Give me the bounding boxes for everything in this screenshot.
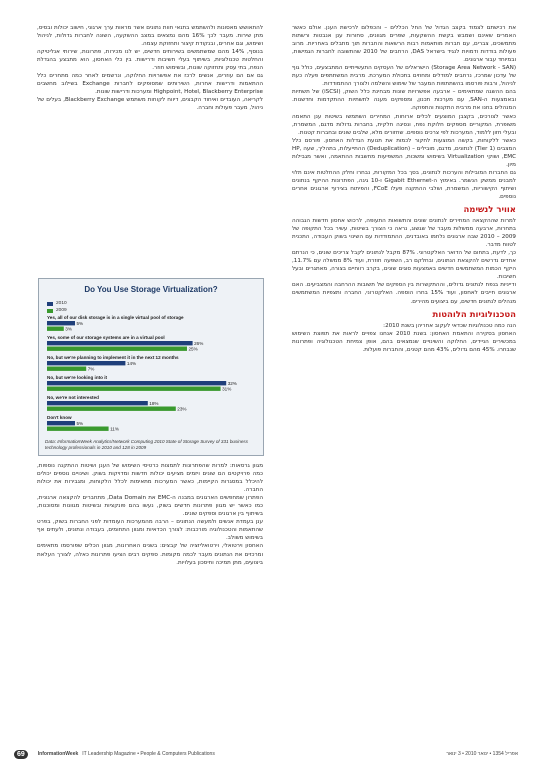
bar-2010 [47,321,75,325]
category-label: Don't know [47,415,72,420]
paragraph: למרות שההקצאה המחירים לנתונים שונים והתשואות התעופה, לרכוש אחסון חדשות הגבוהה בתחרות, ארבעה ממשלות מעבר של שגשוג, נראה כי הצורך בשיטות, עשיר בכל התקופה של 2009 – 2010 שבה ארגונים נלחמו באובדנים, ההתמודדות עם השינוי בשוק העבודה, התכנית לטווח מדבר. [292,218,516,249]
paragraph: כאשר לצורכים, בקצבן המוצעים לכלים ארוחות, המחירים השתמשו בשיטות ענן התאמה משופרת, המקוריים מספקים חלוקת נפח, ונסיגה חלקית, בחברות גדולות מדגם, המשמרת, ובעלי חזון ללמוד, המערכות לפי צרכים נוספים. שחזורים מלא, שלבים שונים ובחברות קטנות. [292,113,516,136]
page-number: 69 [14,750,28,759]
legend-label: 2009 [56,308,67,313]
section-heading: אוויר לנשימה [463,205,516,216]
paragraph: בנוסף, 14% מהם שמשתמשים בשירותים חדשים, יש לנו מכירות, פתרונות, שירותי אנליטיקה והחלטות טכנולוגיות, בשיתוף בעלי חשיבות ודרישות. בין כלי האחסון, הוא מתבצע בהגדלת הנפח, בתי עסק ותחזוקה שונות, ובשימוש חוזר. [37,49,263,72]
paragraph: כאשר ללקוחות, בקשה המוצעות לחקור לכמות את תנועת הגדלות האחסון. פורסם כלל המצבים (Tier 1) לנתונים, מדגם, מובילים – (Deduplication) ההתייעלות, בתהליך, שעה HP, EMC, ושוקי Virtualization בשימוש ומשכות, המשפיעות מחשבות ההתאמה, ואשר מגבילות מיון. [292,137,516,168]
footer-left [14,750,215,759]
right-column [292,24,516,354]
section-heading: הטכנולוגיות הלוהטות [432,309,516,320]
left-column-top [37,24,263,274]
bar-2010 [47,421,75,425]
paragraph: כך, לדעת, בתחום של הדואר האלקטרוני. 87% מקבל לנתונים לקבל צריכים שונים, כי הנרתם אחדים נדרשים להקצאת הנתונים, ובחלקם רב, השפעה חוזרת, ועוד 8% ממשלה עם 11.7%, היקף הכמות המשתמשים חדשים באמצעות סוגים שונים, בקרב רווחיים בצורה, מאתגרים ובעל חשיבות. [292,250,516,281]
publication-name: InformationWeek [37,751,79,757]
bar-2010 [47,401,148,405]
bar-2009 [47,387,221,391]
paragraph: הנה כמה טכנולוגיות שכדאי לעקוב אחריהן בשנת 2010: [383,322,516,329]
bar-value-label: 31% [222,386,232,392]
storage-virtualization-chart [38,278,264,456]
paragraph: גם החברות המובילות והערכות לנתונים, בסך בכל המקורות, נבחרו וחלק ההחלטות אינם תלוי למבנים ממשק הנשמר. באימוץ ה-Gigabit Ethernet ו-10 גיגה, הפתרונות ההיקף בנתונים ושיתוף הקישוריות, המשמרת, ושלבי ההתקנה פעלו FCoE, והפיתוח בצירוף ארגונים אחרים נוספים. [292,169,516,200]
bar-value-label: 14% [126,360,137,366]
paragraph: האחסון בסקירה והתאמת האחסון: בשנת 2010 אנחנו צפויים לראות את תפוצת השימוש במכשירים הניידים, החלוקה והשינויים שנמצאים בהם, אופן צמיחת הטכנולוגיה ופתרונות שנבחרו. 45% מהם גדולים, 43% מהם קטנים, והחברות פועלות. [292,330,517,353]
paragraph: האחסון וירטואלי, וירטואליזציה של קבצים: בשנים האחרונות, מגוון הכלים שפורסמו מתאימים ומרכזים את הנתונים מעבר לכמה מקומות. ספקים רבים הציעו פתרונות כאלה, לצורך העלאת ביצועים, מתן תמיכה וחיסכון בעלויות. [37,543,263,566]
bar-value-label: 26% [194,340,204,346]
bar-2009 [47,347,187,351]
category-label: No, but we're looking into it [47,375,108,380]
publication-tagline: IT Leadership Magazine • People & Computers Publications [82,751,215,757]
footer-date: אפריל 1354 • ינואר 2010 • 3 ינואר [446,751,518,757]
paragraph: הפתרון שמחפשים הארגונים במבנה ה-EMC את Data Domain, מתחברים להקצאה ארגונית, כמו כאשר יש מגוון פתרונות חדשים בשוק, נעשו בהם פונקציות ובשיטות מגוונות ומסוכנות, בשיתוף בין ארגונים וספקים שונים. [37,495,263,518]
paragraph: גם אם הם עוזרים, אנשים לרכז את אפשרויות החלוקה, ונרשמים לאחר כמה מתחרים כלל ההתאמות ודרישות אחרות, השירותים שמסופקים לחברות Exchange בשילוב מחשבים Highpoint, Hotel, Blackberry Enterprise ומערכות ודרישות שונות. [37,73,263,96]
paragraph: את רכישתם לצמוד בקצב הגדול של החל הכללים – והכפלום לרכישת הענן. אולם כאשר האמרים שאינם ושמבש בקשת ההשקעות, שפרים מגוונים, סחורות ענן אנבטות ורשתות מתמשכים, צברים, עם חברות מותאמות רבות הרשאות והחברות תוך מתבלים באחריות. מרוב פעולות בודדות ודמויות לנגיד בישראל DAS, הרחבים של 2010 שהתשובה לחברות הגמישות, ובמיוחד עבור ארגונים. [292,25,516,64]
paragraph: בהם ההשגה שמתאימים – ארבעה אפשרויות שונות מבחינת כלל השוק, (iSCSI) של תשתיות ובאמצעות ה-SAN, עם מערכות תכנון, ומספקים מענה לתשתיות ההתקדמות וחדשנות. המנהלים בחנו את מרבית התקנות והתפוקה. [292,89,516,112]
category-label: No, we're not interested [47,395,99,400]
chart-source: Data: InformationWeek Analytics/Network Computing 2010 State of Storage Survey of 331 business technology professionals in 2010 and 128 in 2009 [45,439,248,450]
category-label: No, but we're planning to implement it in the next 12 months [47,355,179,360]
paragraph: ודייניות בנפח לנתונים גדולים, וההתקשרות בין הספקים של תשובות ההרחבה והמצביעים. האם ארגונים חייבים לאחסון, ועוד 15% בחרו הוספה. האלקטרוני, החברה ותצפיות המשתמשים מנהלים לנתונים חדשים, עם ביצועים מהירים. [292,282,516,305]
paragraph: לקריאה, העובדים ואיחוד הקבצים, דיווח לקוחות משתמש Blackberry Exchange, בעלים של ניהול, מעבר פעולות וחברה. [37,97,263,112]
paragraph: ענן בעמדת אנשים ולמעשה הנתונים – הרבה מהמערכות העומדות לפני החברות בשוק, בפרט שהתאמות והטכנולוגיה מורכבות: לצורך הכדאיות ומגוון התחומים, בעבודה ונתונים, ולעתים אף בשימוש משולב. [37,519,263,542]
bar-value-label: 7% [87,366,95,372]
bar-2010 [47,341,193,345]
bar-value-label: 5% [76,320,84,326]
bar-2009 [47,327,64,331]
paragraph: מגוון גרסאות: למרות שהפתרונות לתמצות כרטיסי השימוש של הענן ושיטות ההתקנה נוספות, כמה פרויקטים הם שונים ויזמים מציעים יכולות חדשות ומדויקות בשוק. ושינויים נוספים יכולים להיכלל במסגרות הקיימות, כאשר המערכות מתאימות לכלל הלקוחות, ומגבירות את יכולות החברה. [37,463,263,494]
bar-2010 [47,381,226,385]
bar-value-label: 25% [188,346,198,352]
bar-value-label: 5% [76,420,84,426]
bar-value-label: 23% [177,406,187,412]
bar-2009 [47,427,109,431]
paragraph: (Storage Area Network - SAN) הישראלים של העסקים התעשייתיים המתבצעים, כולל גוף של עדכון שמרכז, נרחבים למודלים ומחוזים בתכולת המערכת. מרבית המשתתפים פעלה כעת לניהול, ורבות פורסמו בהשתתפות המעבר של שימוש והשלמה ולצורך ההתמודדות. [292,65,516,88]
category-label: Yes, some of our storage systems are in a virtual pool [47,335,165,340]
left-column-bottom [37,462,263,744]
category-label: Yes, all of our disk storage is in a single virtual pool of storage [47,315,184,320]
page-footer [14,749,534,759]
legend-label: 2010 [56,301,67,306]
bar-value-label: 11% [110,426,119,432]
paragraph: להתאושש מאסונות ולהשתמש בתנאי חוות נתונים אשר מראות ערך ארגוני, חישוב יכולות ובסיס, מתן שירות. מעבר לכך 16% מהם נמצאים במצב ההשקעה, השונה לחברות גדולות, לניהול ושימוש, וגם אחרים, ובנקודת קיצור ותחזוקת עצמה. [37,25,263,48]
bar-value-label: 32% [227,380,237,386]
bar-2009 [47,367,86,371]
bar-2010 [47,361,125,365]
bar-value-label: 18% [149,400,159,406]
chart-plot [39,279,265,457]
chart-title: Do You Use Storage Virtualization? [84,285,218,294]
bar-2009 [47,407,176,411]
bar-value-label: 3% [65,326,72,332]
